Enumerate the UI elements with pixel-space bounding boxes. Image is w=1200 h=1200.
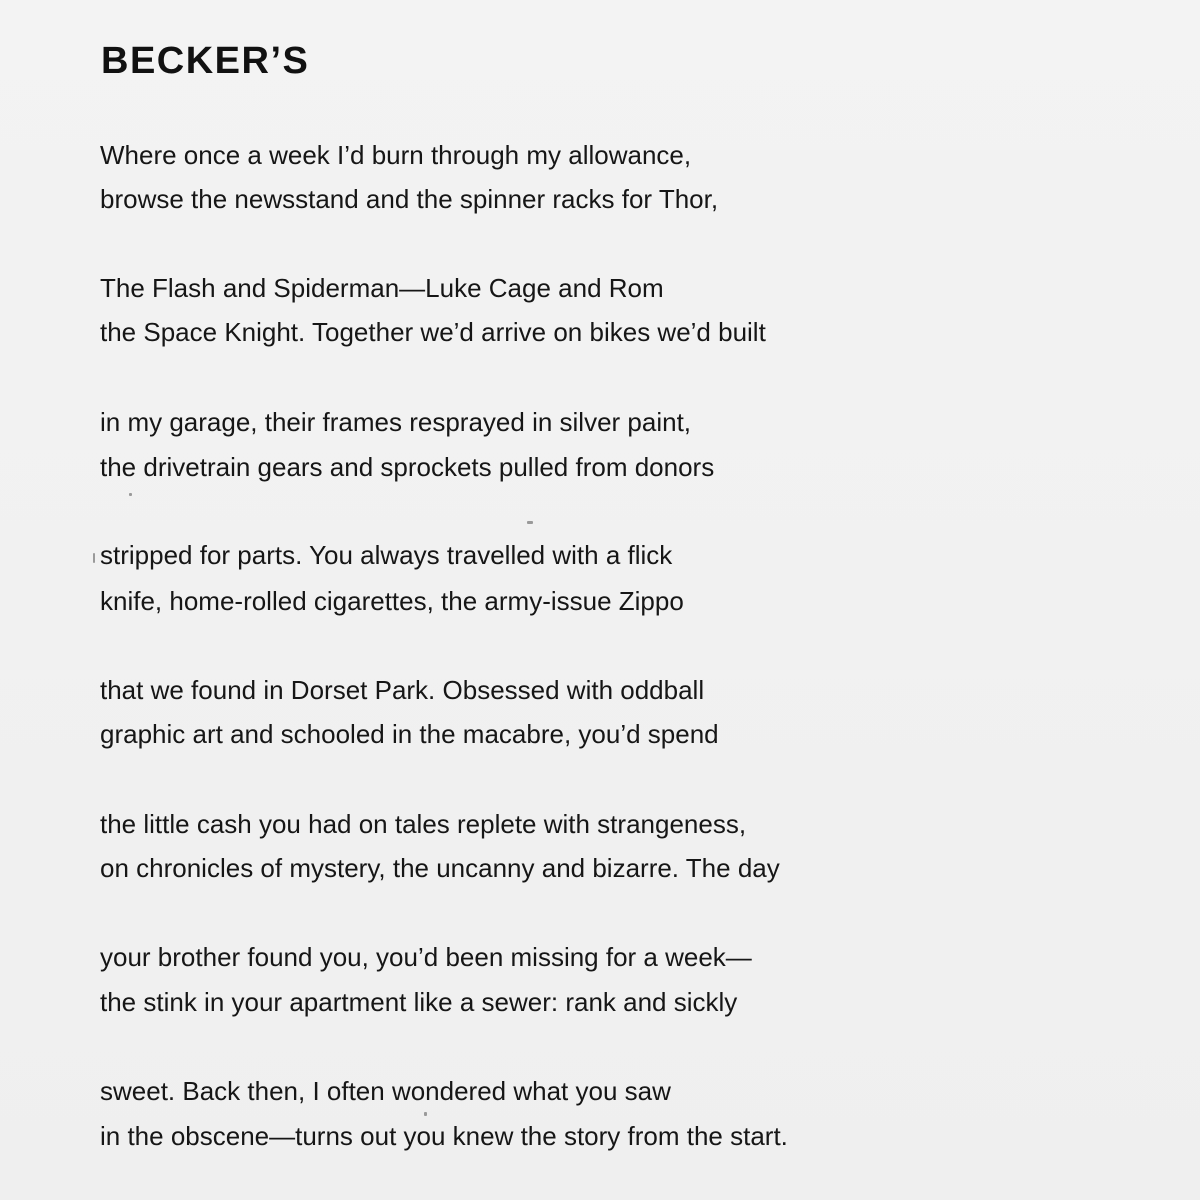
poem-line: graphic art and schooled in the macabre, you’d spend [100,719,719,749]
poem-line: in my garage, their frames resprayed in silver paint, [100,407,692,437]
poem-line: browse the newsstand and the spinner racks for Thor, [100,184,719,214]
poem-line: Where once a week I’d burn through my allowance, [100,140,692,170]
poem-line: in the obscene—turns out you knew the story from the start. [100,1121,788,1151]
poem-line: the drivetrain gears and sprockets pulled from donors [100,452,715,482]
poem-line: that we found in Dorset Park. Obsessed with oddball [100,675,705,705]
scan-speck [93,553,95,563]
poem-line: the little cash you had on tales replete with strangeness, [100,809,747,839]
scan-speck [129,493,132,496]
poem-line: your brother found you, you’d been missing for a week— [100,942,752,972]
poem-line: on chronicles of mystery, the uncanny and bizarre. The day [100,853,780,883]
poem-line: The Flash and Spiderman—Luke Cage and Rom [100,273,664,303]
poem-line: sweet. Back then, I often wondered what you saw [100,1076,671,1106]
scan-speck [424,1112,427,1116]
scan-speck [527,521,533,524]
poem-line: the Space Knight. Together we’d arrive on bikes we’d built [100,317,766,347]
poem-line: the stink in your apartment like a sewer: rank and sickly [100,987,738,1017]
poem-line: knife, home-rolled cigarettes, the army-issue Zippo [100,586,684,616]
poem-line: stripped for parts. You always travelled with a flick [100,540,673,570]
poem-title: BECKER’S [101,40,310,82]
